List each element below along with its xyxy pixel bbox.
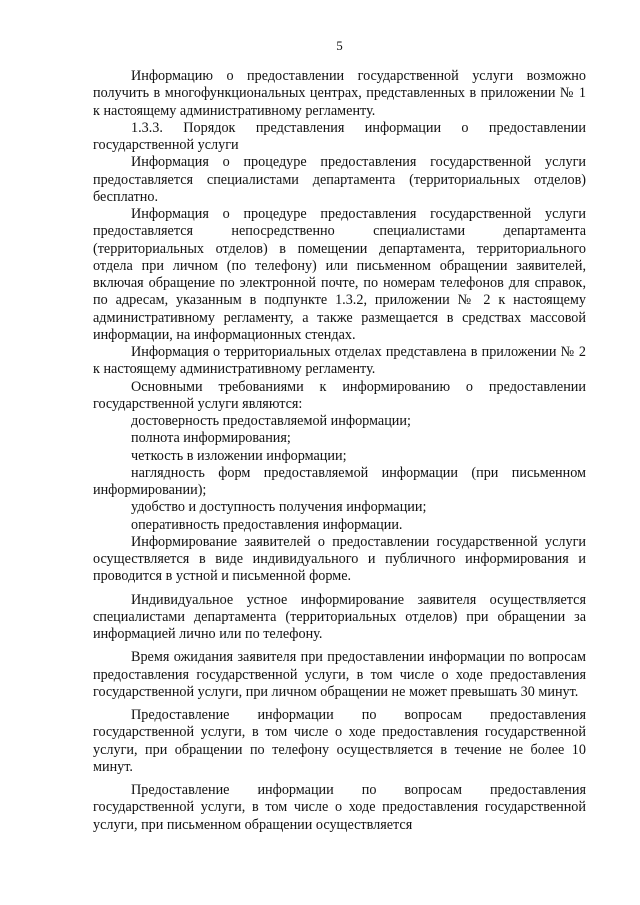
list-item-visibility: наглядность форм предоставляемой информации (при письменном информировании); bbox=[93, 464, 586, 498]
paragraph-free-info: Информация о процедуре предоставления государственной услуги предоставляется специалистами департамента (территориальных отделов) бесплатно. bbox=[93, 154, 586, 205]
list-item-reliability: достоверность предоставляемой информации; bbox=[131, 413, 411, 429]
list-item-clarity: четкость в изложении информации; bbox=[131, 447, 347, 464]
page-number: 5 bbox=[336, 38, 343, 53]
paragraph-oral-informing: Индивидуальное устное информирование заявителя осуществляется специалистами департамента (территориальных отделов) при обращении за информацией лично или по телефону. bbox=[93, 591, 586, 642]
paragraph-info-channels: Информация о процедуре предоставления государственной услуги предоставляется непосредственно специалистами департамента (территориальных отделов) в помещении департамента, территориального отдела при личном (по телефону) или письменном обращении заявителей, включая обращение по электронной почте, по номерам телефонов для справок, по адресам, указанным в подпункте 1.3.2, приложении № 2 к настоящему административному регламенту, а также размещается в средствах массовой информации, на информационных стендах. bbox=[93, 206, 586, 343]
section-heading-1-3-3: 1.3.3. Порядок представления информации о предоставлении государственной услуги bbox=[93, 119, 586, 153]
paragraph-informing-forms: Информирование заявителей о предоставлении государственной услуги осуществляется в виде индивидуального и публичного информирования и проводится в устной и письменной форме. bbox=[93, 533, 586, 585]
list-item-promptness: оперативность предоставления информации. bbox=[131, 516, 403, 533]
paragraph-territorial-offices: Информация о территориальных отделах представлена в приложении № 2 к настоящему административному регламенту. bbox=[93, 344, 586, 378]
list-item-convenience: удобство и доступность получения информации; bbox=[131, 499, 427, 516]
document-body bbox=[93, 68, 586, 834]
paragraph-mfc-info: Информацию о предоставлении государственной услуги возможно получить в многофункциональных центрах, представленных в приложении № 1 к настоящему административному регламенту. bbox=[93, 68, 586, 119]
list-item-completeness: полнота информирования; bbox=[131, 430, 291, 447]
paragraph-waiting-time: Время ожидания заявителя при предоставлении информации по вопросам предоставления государственной услуги, в том числе о ходе предоставления государственной услуги, при личном обращении не может превышать 30 минут. bbox=[93, 649, 586, 700]
paragraph-requirements-intro: Основными требованиями к информированию о предоставлении государственной услуги являются: bbox=[93, 378, 586, 412]
paragraph-phone-informing: Предоставление информации по вопросам предоставления государственной услуги, в том числе о ходе предоставления государственной услуги, при обращении по телефону осуществляется в течение не более 10 минут. bbox=[93, 707, 586, 775]
paragraph-written-informing: Предоставление информации по вопросам предоставления государственной услуги, в том числе о ходе предоставления государственной услуги, при письменном обращении осуществляется bbox=[93, 782, 586, 833]
